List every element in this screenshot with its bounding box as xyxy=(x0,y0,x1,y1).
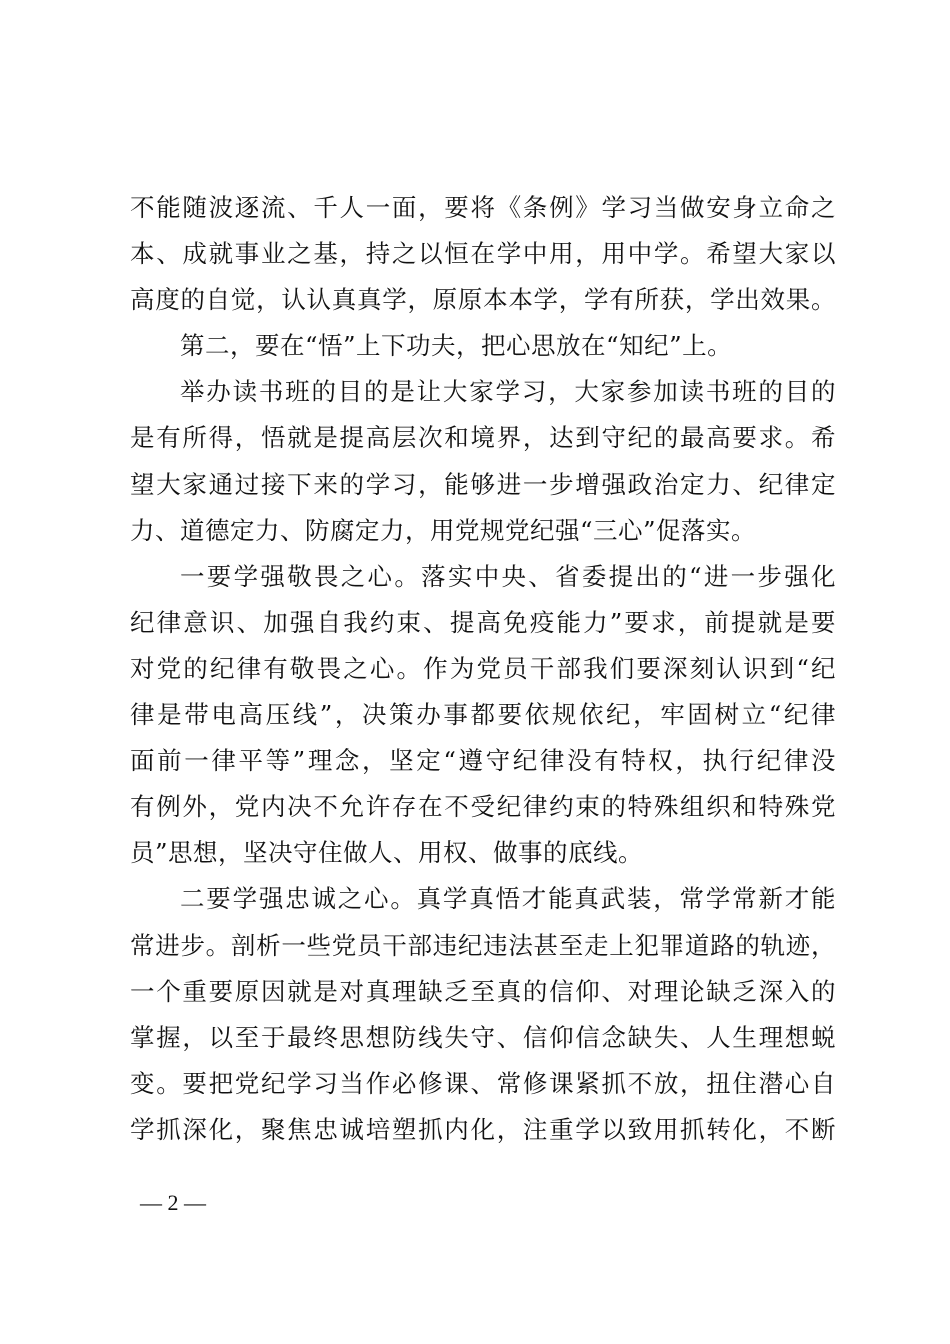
text-line: 面前一律平等”理念，坚定“遵守纪律没有特权，执行纪律没 xyxy=(130,746,836,776)
text-line: 二要学强忠诚之心。真学真悟才能真武装，常学常新才能 xyxy=(180,884,836,914)
text-line: 是有所得，悟就是提高层次和境界，达到守纪的最高要求。希 xyxy=(130,423,836,453)
page-number: — 2 — xyxy=(140,1190,206,1215)
text-line: 律是带电高压线”，决策办事都要依规依纪，牢固树立“纪律 xyxy=(130,700,836,730)
text-line: 员”思想，坚决守住做人、用权、做事的底线。 xyxy=(130,838,644,868)
text-line: 不能随波逐流、千人一面，要将《条例》学习当做安身立命之 xyxy=(130,193,836,222)
text-line: 变。要把党纪学习当作必修课、常修课紧抓不放，扭住潜心自 xyxy=(130,1068,836,1098)
text-line: 对党的纪律有敬畏之心。作为党员干部我们要深刻认识到“纪 xyxy=(130,653,836,683)
text-line: 学抓深化，聚焦忠诚培塑抓内化，注重学以致用抓转化，不断 xyxy=(130,1114,836,1144)
body-text xyxy=(130,185,836,1153)
text-line: 纪律意识、加强自我约束、提高免疫能力”要求，前提就是要 xyxy=(130,607,836,637)
text-line: 有例外，党内决不允许存在不受纪律约束的特殊组织和特殊党 xyxy=(130,792,836,822)
text-line: 本、成就事业之基，持之以恒在学中用，用中学。希望大家以 xyxy=(130,239,836,269)
text-line: 掌握，以至于最终思想防线失守、信仰信念缺失、人生理想蜕 xyxy=(130,1022,836,1052)
text-line: 一要学强敬畏之心。落实中央、省委提出的“进一步强化 xyxy=(180,561,836,591)
text-line: 一个重要原因就是对真理缺乏至真的信仰、对理论缺乏深入的 xyxy=(130,976,836,1006)
section-heading-line: 第二，要在“悟”上下功夫，把心思放在“知纪”上。 xyxy=(180,331,733,361)
text-line: 常进步。剖析一些党员干部违纪违法甚至走上犯罪道路的轨迹， xyxy=(130,930,836,960)
text-line: 举办读书班的目的是让大家学习，大家参加读书班的目的 xyxy=(180,377,836,407)
text-line: 望大家通过接下来的学习，能够进一步增强政治定力、纪律定 xyxy=(130,469,836,499)
text-line: 力、道德定力、防腐定力，用党规党纪强“三心”促落实。 xyxy=(130,515,757,545)
text-line: 高度的自觉，认认真真学，原原本本学，学有所获，学出效果。 xyxy=(130,285,836,315)
